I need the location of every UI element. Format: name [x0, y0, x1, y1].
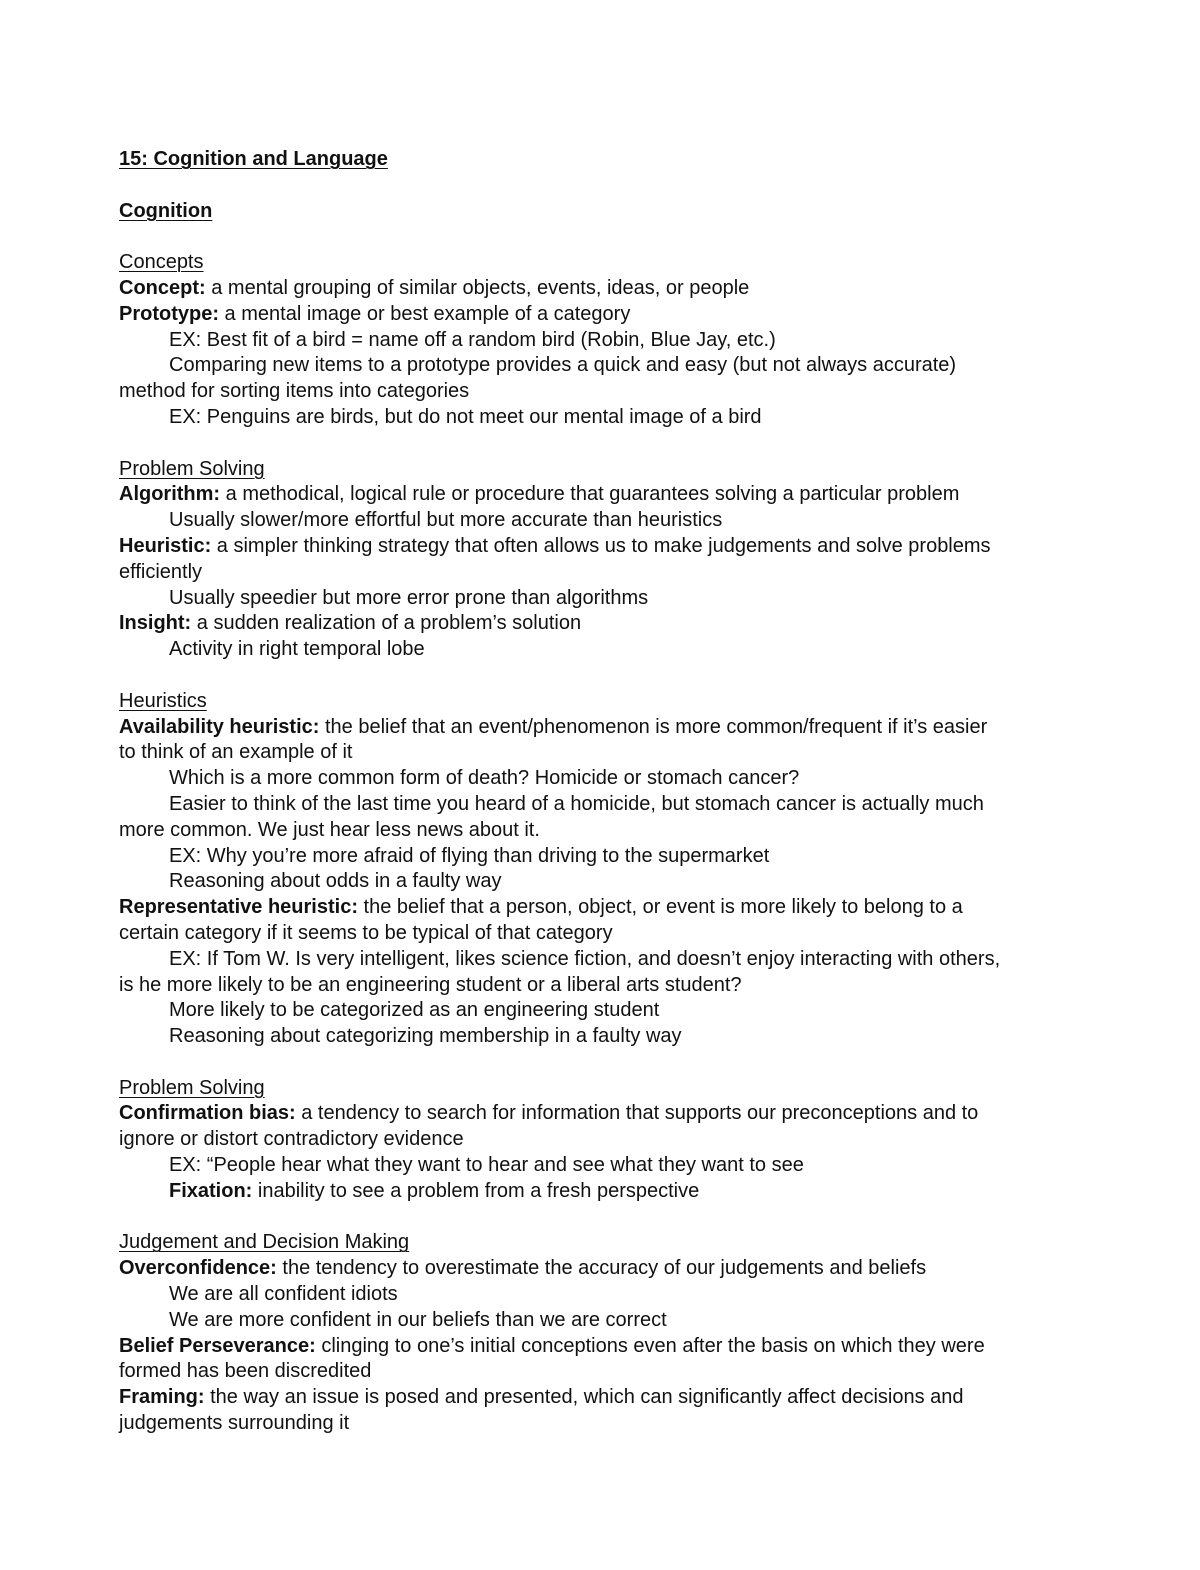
- definition-line: [119, 302, 1079, 328]
- note-line: [119, 998, 1079, 1024]
- definition-line: [119, 1334, 1079, 1360]
- line-text: a sudden realization of a problem’s solution: [191, 612, 582, 635]
- definition-line: [119, 534, 1079, 560]
- line-text: the way an issue is posed and presented, which can significantly affect decisions and: [204, 1386, 964, 1409]
- line-text: a mental grouping of similar objects, events, ideas, or people: [205, 276, 750, 299]
- definition-line: [119, 611, 1079, 637]
- spacer: [119, 1205, 1079, 1231]
- term-label: Fixation:: [169, 1179, 253, 1202]
- definition-line: [119, 276, 1079, 302]
- definition-line: [119, 1385, 1079, 1411]
- definition-line: [119, 1256, 1079, 1282]
- section-heading: Cognition: [119, 199, 213, 222]
- line-text: formed has been discredited: [119, 1360, 372, 1383]
- document-body: [119, 147, 1079, 1437]
- note-line: [119, 766, 1079, 792]
- note-line: [119, 508, 1079, 534]
- subsection-heading: Heuristics: [119, 689, 207, 712]
- spacer: [119, 224, 1079, 250]
- line-text: a mental image or best example of a category: [219, 302, 631, 325]
- line-text: the belief that an event/phenomenon is more common/frequent if it’s easier: [319, 715, 988, 738]
- term-label: Concept:: [119, 276, 206, 299]
- line-text: a tendency to search for information that supports our preconceptions and to: [295, 1102, 979, 1125]
- line-text: clinging to one’s initial conceptions even after the basis on which they were: [315, 1334, 985, 1357]
- line-text: Reasoning about categorizing membership in a faulty way: [169, 1025, 682, 1048]
- term-label: Prototype:: [119, 302, 219, 325]
- line-text: Comparing new items to a prototype provides a quick and easy (but not always accurate): [169, 354, 957, 377]
- note-line: [119, 353, 1079, 379]
- line-text: is he more likely to be an engineering student or a liberal arts student?: [119, 973, 742, 996]
- note-line: [119, 1411, 1079, 1437]
- line-text: Which is a more common form of death? Homicide or stomach cancer?: [169, 767, 800, 790]
- note-line: [119, 844, 1079, 870]
- line-text: We are more confident in our beliefs than we are correct: [169, 1308, 667, 1331]
- definition-line: [119, 482, 1079, 508]
- line-text: ignore or distort contradictory evidence: [119, 1128, 464, 1151]
- subsection-heading: Problem Solving: [119, 457, 265, 480]
- line-text: EX: Why you’re more afraid of flying than driving to the supermarket: [169, 844, 770, 867]
- line-text: a simpler thinking strategy that often allows us to make judgements and solve problems: [211, 534, 991, 557]
- line-text: EX: Best fit of a bird = name off a random bird (Robin, Blue Jay, etc.): [169, 328, 776, 351]
- term-label: Belief Perseverance:: [119, 1334, 316, 1357]
- note-line: [119, 1308, 1079, 1334]
- line-text: method for sorting items into categories: [119, 380, 470, 403]
- note-line: [119, 818, 1079, 844]
- line-text: judgements surrounding it: [119, 1412, 350, 1435]
- term-label: Availability heuristic:: [119, 715, 320, 738]
- line-text: Reasoning about odds in a faulty way: [169, 870, 502, 893]
- definition-line: [119, 1179, 1079, 1205]
- line-text: inability to see a problem from a fresh perspective: [252, 1179, 700, 1202]
- definition-line: [119, 715, 1079, 741]
- subsection-heading: Problem Solving: [119, 1076, 265, 1099]
- note-line: [119, 947, 1079, 973]
- spacer: [119, 173, 1079, 199]
- term-label: Confirmation bias:: [119, 1102, 296, 1125]
- note-line: [119, 869, 1079, 895]
- note-line: [119, 1153, 1079, 1179]
- spacer: [119, 1050, 1079, 1076]
- line-text: the tendency to overestimate the accuracy of our judgements and beliefs: [276, 1257, 927, 1280]
- line-text: Usually speedier but more error prone than algorithms: [169, 586, 649, 609]
- note-line: [119, 560, 1079, 586]
- definition-line: [119, 895, 1079, 921]
- line-text: certain category if it seems to be typical of that category: [119, 921, 613, 944]
- term-label: Algorithm:: [119, 483, 221, 506]
- line-text: Activity in right temporal lobe: [169, 638, 425, 661]
- term-label: Representative heuristic:: [119, 896, 358, 919]
- note-line: [119, 405, 1079, 431]
- spacer: [119, 431, 1079, 457]
- line-text: the belief that a person, object, or event is more likely to belong to a: [357, 896, 963, 919]
- definition-line: [119, 1101, 1079, 1127]
- notes-blocks: [119, 250, 1079, 1437]
- line-text: to think of an example of it: [119, 741, 353, 764]
- line-text: Easier to think of the last time you heard of a homicide, but stomach cancer is actually much: [169, 792, 984, 815]
- note-line: [119, 1127, 1079, 1153]
- note-line: [119, 973, 1079, 999]
- note-line: [119, 921, 1079, 947]
- term-label: Framing:: [119, 1386, 205, 1409]
- note-line: [119, 1282, 1079, 1308]
- line-text: We are all confident idiots: [169, 1283, 398, 1306]
- term-label: Insight:: [119, 612, 192, 635]
- line-text: EX: “People hear what they want to hear and see what they want to see: [169, 1154, 804, 1177]
- subsection-heading: Judgement and Decision Making: [119, 1231, 410, 1254]
- line-text: a methodical, logical rule or procedure that guarantees solving a particular problem: [220, 483, 960, 506]
- note-line: [119, 792, 1079, 818]
- note-line: [119, 379, 1079, 405]
- line-text: efficiently: [119, 560, 203, 583]
- line-text: more common. We just hear less news about it.: [119, 818, 540, 841]
- note-line: [119, 1359, 1079, 1385]
- line-text: More likely to be categorized as an engineering student: [169, 999, 660, 1022]
- document-title: 15: Cognition and Language: [119, 148, 388, 170]
- subsection-heading: Concepts: [119, 251, 204, 274]
- note-line: [119, 1024, 1079, 1050]
- line-text: EX: If Tom W. Is very intelligent, likes science fiction, and doesn’t enjoy interacting with others,: [169, 947, 1001, 970]
- line-text: Usually slower/more effortful but more accurate than heuristics: [169, 509, 723, 532]
- term-label: Overconfidence:: [119, 1257, 277, 1280]
- spacer: [119, 663, 1079, 689]
- note-line: [119, 328, 1079, 354]
- line-text: EX: Penguins are birds, but do not meet our mental image of a bird: [169, 405, 762, 428]
- note-line: [119, 637, 1079, 663]
- term-label: Heuristic:: [119, 534, 212, 557]
- note-line: [119, 586, 1079, 612]
- note-line: [119, 740, 1079, 766]
